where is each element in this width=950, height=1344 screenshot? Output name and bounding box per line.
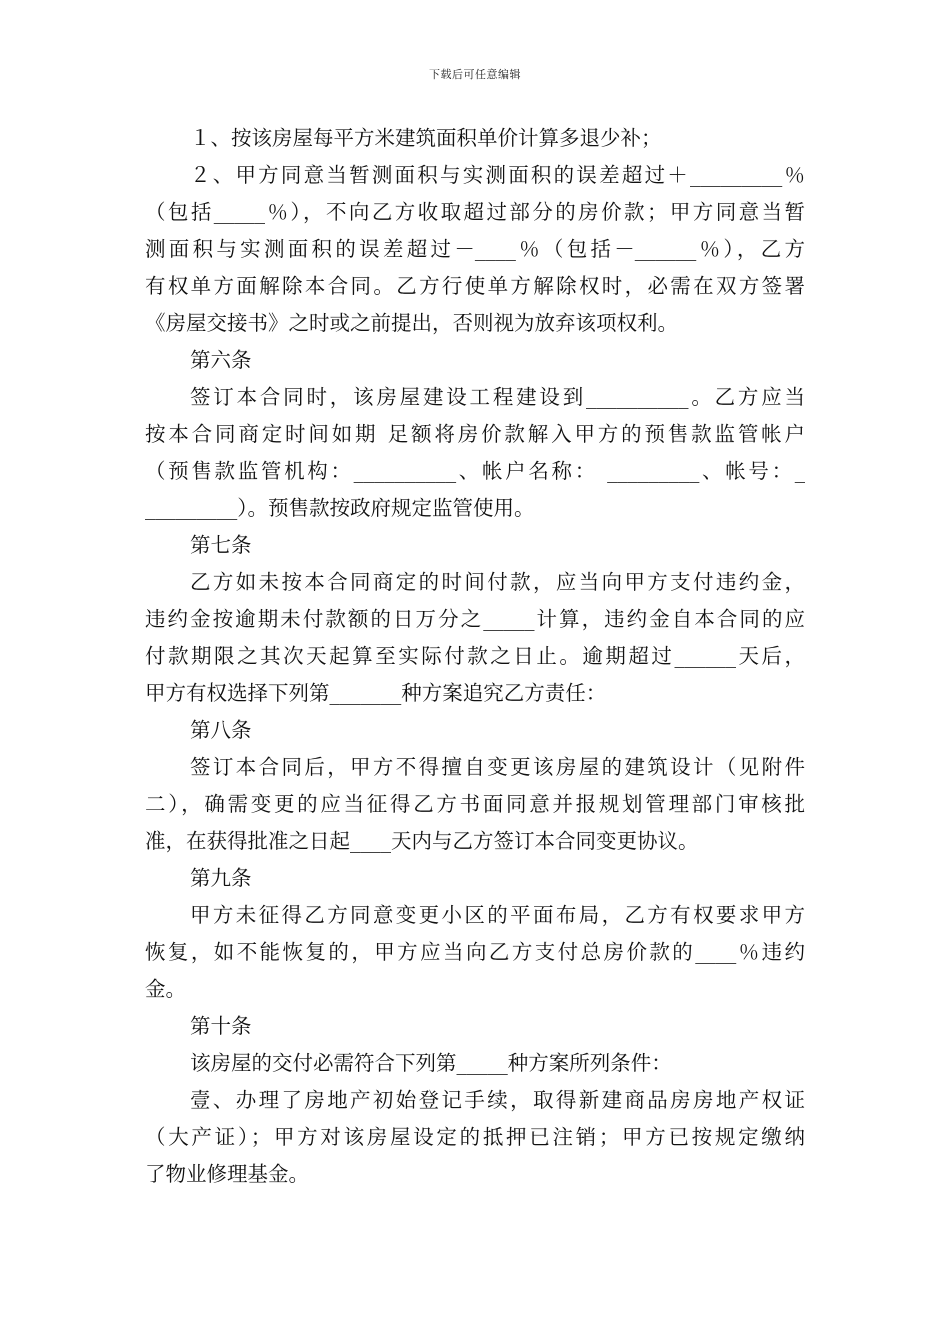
clause-line: 准，在获得批准之日起____天内与乙方签订本合同变更协议。 (145, 829, 699, 853)
clause-line: （大产证）；甲方对该房屋设定的抵押已注销；甲方已按规定缴纳 (145, 1125, 805, 1149)
article-heading: 第九条 (190, 866, 252, 890)
clause-line: 《房屋交接书》之时或之前提出，否则视为放弃该项权利。 (145, 311, 678, 335)
clause-line: 恢复，如不能恢复的，甲方应当向乙方支付总房价款的____％违约 (145, 940, 805, 964)
clause-line: （包括_____％），不向乙方收取超过部分的房价款；甲方同意当暂 (145, 200, 805, 224)
clause-line: 有权单方面解除本合同。乙方行使单方解除权时，必需在双方签署 (145, 274, 805, 298)
clause-line: 壹、办理了房地产初始登记手续，取得新建商品房房地产权证 (190, 1088, 805, 1112)
contract-body (145, 120, 805, 1193)
article-heading: 第八条 (190, 718, 252, 742)
clause-line: 付款期限之其次天起算至实际付款之日止。逾期超过______天后， (145, 644, 805, 668)
article-heading: 第七条 (190, 533, 252, 557)
article-heading: 第六条 (190, 348, 252, 372)
clause-line: 签订本合同时，该房屋建设工程建设到__________。乙方应当 (190, 385, 805, 409)
clause-line: 该房屋的交付必需符合下列第_____种方案所列条件： (190, 1051, 672, 1075)
clause-line: 测面积与实测面积的误差超过－____％（包括－______％），乙方 (145, 237, 805, 261)
clause-line: 二），确需变更的应当征得乙方书面同意并报规划管理部门审核批 (145, 792, 805, 816)
clause-line: １、按该房屋每平方米建筑面积单价计算多退少补； (190, 126, 662, 150)
clause-line: 甲方有权选择下列第_______种方案追究乙方责任： (145, 681, 607, 705)
clause-line: 甲方未征得乙方同意变更小区的平面布局，乙方有权要求甲方 (190, 903, 805, 927)
clause-line: 金。 (145, 977, 186, 1001)
page-header: 下载后可任意编辑 (429, 68, 521, 81)
clause-line: 签订本合同后，甲方不得擅自变更该房屋的建筑设计（见附件 (190, 755, 805, 779)
clause-line: 违约金按逾期未付款额的日万分之_____计算，违约金自本合同的应 (145, 607, 805, 631)
clause-line: （预售款监管机构：__________、帐户名称： _________、帐号：_ (145, 459, 805, 483)
clause-line: 乙方如未按本合同商定的时间付款，应当向甲方支付违约金， (190, 570, 805, 594)
article-heading: 第十条 (190, 1014, 252, 1038)
clause-line: 按本合同商定时间如期 足额将房价款解入甲方的预售款监管帐户 (145, 422, 805, 446)
clause-line: ２、甲方同意当暂测面积与实测面积的误差超过＋_________％ (190, 163, 805, 187)
clause-line: 了物业修理基金。 (145, 1162, 309, 1186)
clause-line: _________）。预售款按政府规定监管使用。 (145, 496, 535, 520)
